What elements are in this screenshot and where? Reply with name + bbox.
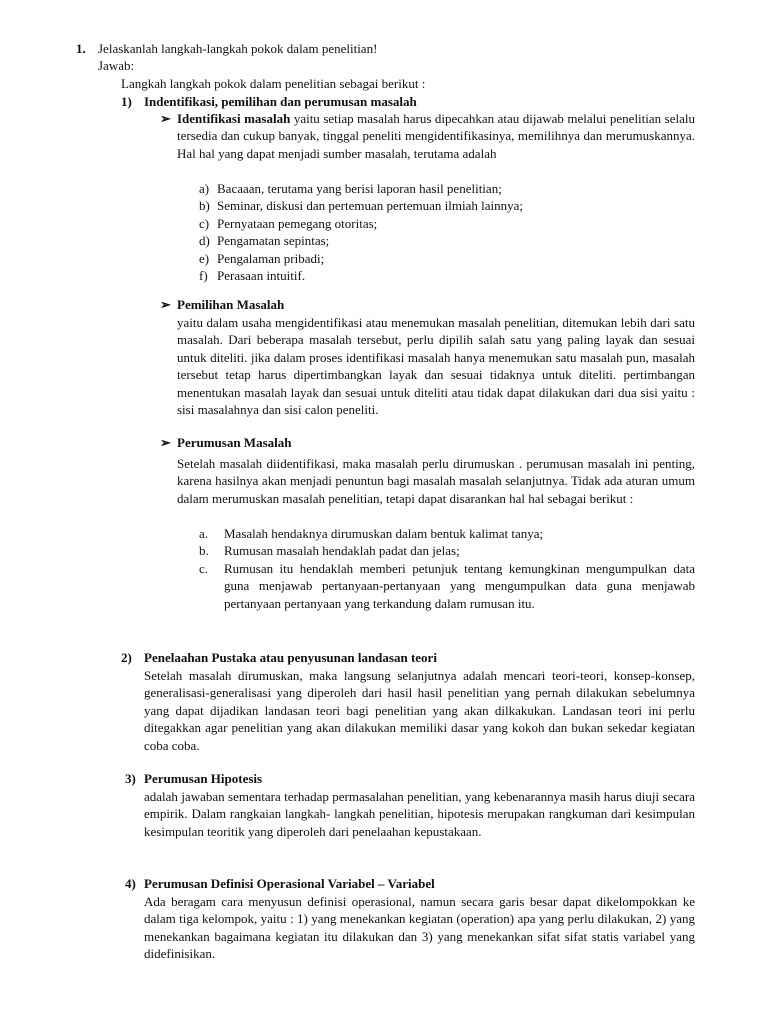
perumusan-paragraph: Setelah masalah diidentifikasi, maka masalah perlu dirumuskan . perumusan masalah ini penting, karena hasilnya akan menjadi penuntun bagi masalah masalah selanjutnya. Tidak ada aturan umum dalam merumuskan masalah penelitian, tetapi dapat disarankan hal hal sebagai berikut : — [177, 456, 695, 506]
list-item-label: b. — [199, 543, 209, 559]
list-item-label: a) — [199, 181, 210, 196]
list-item-text: Rumusan itu hendaklah memberi petunjuk tentang kemungkinan mengumpulkan data guna menjawab pertanyaan-pertanyaan yang mengumpulkan data guna menjawab pertanyaan pertanyaan yang terkandung dalam rumusan itu. — [224, 560, 695, 611]
answer-label: Jawab: — [98, 58, 135, 73]
list-item — [199, 250, 695, 267]
list-item — [199, 232, 695, 249]
list-item — [199, 525, 695, 542]
list-item-label: a. — [199, 526, 209, 541]
list-item — [199, 197, 695, 214]
identifikasi-term: Identifikasi masalah — [177, 111, 291, 126]
list-item-label: b) — [199, 198, 210, 214]
step4-paragraph: Ada beragam cara menyusun definisi operasional, namun secara garis besar dapat dikelompokkan ke dalam tiga kelompok, yaitu : 1) yang menekankan kegiatan (operation) apa yang perlu dilakukan, 2) yang menekankan bagaimana kegiatan itu dilakukan dan 3) yang menekankan sifat sifat statis variabel yang didefinisikan. — [144, 894, 695, 962]
list-item — [199, 267, 695, 284]
bullet-arrow-icon: ➢ — [160, 297, 171, 312]
bullet-arrow-icon: ➢ — [160, 435, 171, 450]
step4-number: 4) — [125, 876, 136, 891]
list-item-text: Masalah hendaknya dirumuskan dalam bentuk kalimat tanya; — [224, 526, 544, 541]
list-item — [199, 560, 695, 612]
step2-paragraph: Setelah masalah dirumuskan, maka langsung selanjutnya adalah mencari teori-teori, konsep-konsep, generalisasi-generalisasi yang diperoleh dari hasil hasil penelitian yang pernah dilakukan sebelumnya yang dapat dijadikan landasan teori bagi penelitian yang akan dilkakukan. Landasan teori ini perlu ditegakkan agar penelitian yang akan dilakukan memiliki dasar yang kokoh dan bukan sekedar kegiatan coba coba. — [144, 668, 695, 753]
step3-title: Perumusan Hipotesis — [144, 771, 263, 786]
list-item-text: Pernyataan pemegang otoritas; — [217, 215, 378, 231]
question-text: Jelaskanlah langkah-langkah pokok dalam penelitian! — [98, 41, 378, 56]
list-item-text: Pengalaman pribadi; — [217, 250, 325, 266]
step2-title: Penelaahan Pustaka atau penyusunan landasan teori — [144, 650, 437, 665]
answer-intro: Langkah langkah pokok dalam penelitian sebagai berikut : — [121, 76, 426, 91]
question-number: 1. — [76, 41, 86, 56]
list-item-label: f) — [199, 268, 208, 284]
step3-paragraph: adalah jawaban sementara terhadap permasalahan penelitian, yang kebenarannya masih harus diuji secara empirik. Dalam rangkaian langkah- langkah penelitian, hipotesis merupakan rangkuman dari kesimpulan kesimpulan teoritik yang diperoleh dari penelaahan kepustakaan. — [144, 789, 695, 839]
bullet-arrow-icon: ➢ — [160, 111, 171, 126]
perumusan-title: Perumusan Masalah — [177, 435, 292, 450]
identifikasi-text: yaitu setiap masalah harus dipecahkan atau dijawab melalui penelitian selalu tersedia dan cukup banyak, tinggal peneliti mengidentifikasinya, memilihnya dan merumuskannya. Hal hal yang dapat menjadi sumber masalah, terutama adalah — [177, 111, 695, 161]
list-item — [199, 542, 695, 559]
list-item-label: c. — [199, 560, 209, 576]
pemilihan-title: Pemilihan Masalah — [177, 297, 285, 312]
list-item-label: c) — [199, 215, 210, 231]
list-item-text: Bacaaan, terutama yang berisi laporan hasil penelitian; — [217, 181, 502, 196]
list-item-text: Rumusan masalah hendaklah padat dan jelas; — [224, 543, 460, 559]
pemilihan-paragraph: yaitu dalam usaha mengidentifikasi atau menemukan masalah penelitian, ditemukan lebih dari satu masalah. Dari beberapa masalah tersebut, perlu dipilih salah satu yang paling layak dan sesuai untuk diteliti. jika dalam proses identifikasi masalah hanya menemukan satu masalah pun, masalah tersebut tetap harus dipertimbangkan layak dan sesuai tidaknya untuk diteliti. pertimbangan menentukan masalah layak dan sesuai untuk diteliti atau tidak dapat dilakukan dari dua sisi yaitu : sisi masalahnya dan sisi calon peneliti. — [177, 315, 695, 418]
perumusan-list — [199, 525, 695, 612]
step4-title: Perumusan Definisi Operasional Variabel – Variabel — [144, 876, 435, 891]
list-item-text: Pengamatan sepintas; — [217, 233, 330, 249]
list-item — [199, 180, 695, 197]
list-item-label: d) — [199, 233, 210, 249]
list-item-label: e) — [199, 250, 210, 266]
step2-number: 2) — [121, 650, 132, 665]
identifikasi-source-list — [199, 180, 695, 284]
step1-number: 1) — [121, 94, 132, 109]
list-item — [199, 215, 695, 232]
identifikasi-paragraph — [177, 110, 695, 162]
list-item-text: Perasaan intuitif. — [217, 268, 306, 284]
step1-title: Indentifikasi, pemilihan dan perumusan masalah — [144, 94, 417, 109]
step3-number: 3) — [125, 771, 136, 786]
list-item-text: Seminar, diskusi dan pertemuan pertemuan ilmiah lainnya; — [217, 198, 523, 214]
